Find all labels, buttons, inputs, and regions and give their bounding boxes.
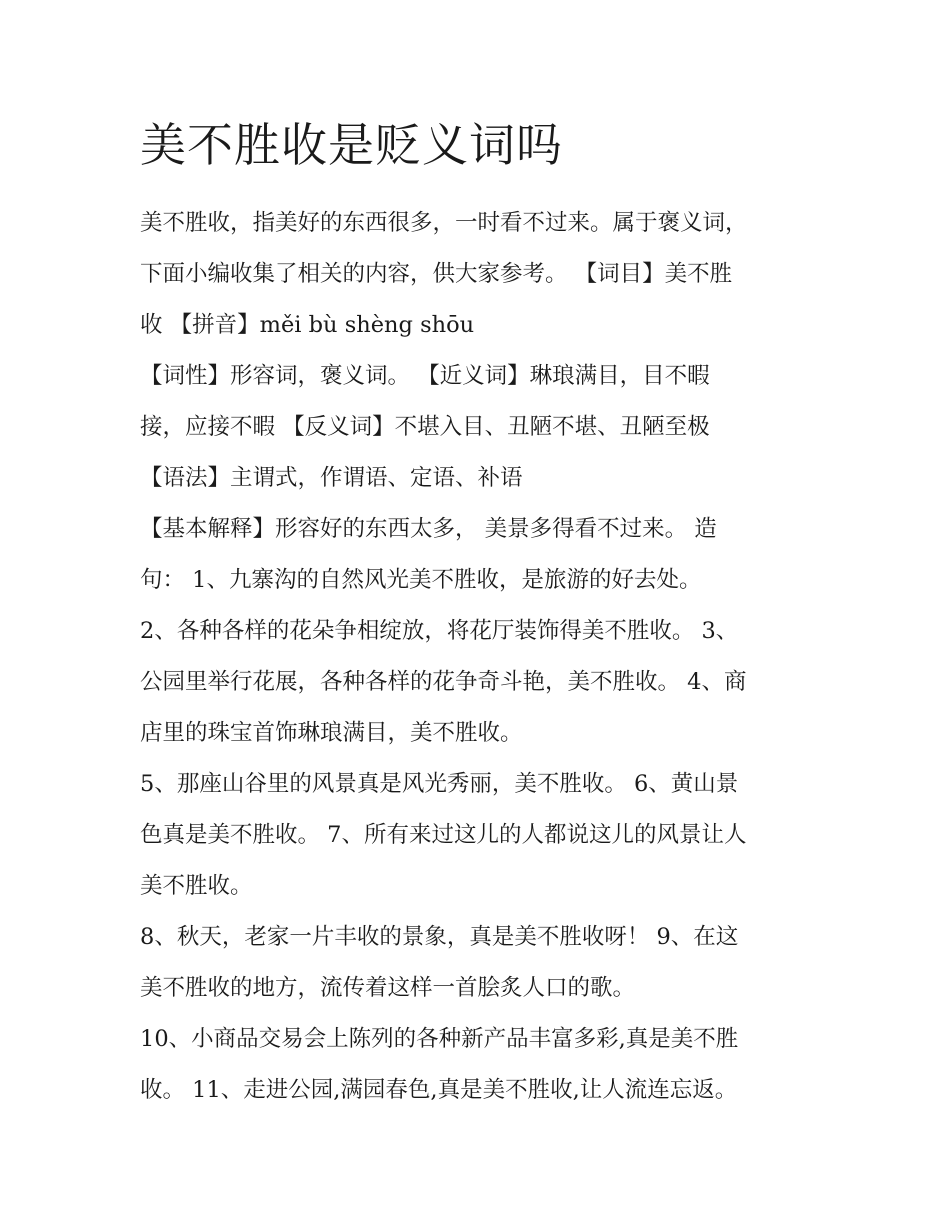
text-line: 【词性】形容词，褒义词。 【近义词】琳琅满目，目不暇 xyxy=(140,363,710,389)
text-line: 美不胜收。 xyxy=(140,873,253,899)
text-line: 10、小商品交易会上陈列的各种新产品丰富多彩,真是美不胜 xyxy=(140,1026,739,1052)
text-line: 色真是美不胜收。 7、所有来过这儿的人都说这儿的风景让人 xyxy=(140,822,747,848)
text-line: 2、各种各样的花朵争相绽放，将花厅装饰得美不胜收。 3、 xyxy=(140,618,739,644)
text-line: 下面小编收集了相关的内容，供大家参考。 【词目】美不胜 xyxy=(140,261,733,287)
text-line: 句： 1、九寨沟的自然风光美不胜收，是旅游的好去处。 xyxy=(140,567,702,593)
text-line: 【基本解释】形容好的东西太多， 美景多得看不过来。 造 xyxy=(140,516,717,542)
text-line: 美不胜收，指美好的东西很多，一时看不过来。属于褒义词， xyxy=(140,210,748,236)
text-line: 接，应接不暇 【反义词】不堪入目、丑陋不堪、丑陋至极 xyxy=(140,414,710,440)
text-line: 收 【拼音】měi bù shèng shōu xyxy=(140,312,475,338)
text-line: 5、那座山谷里的风景真是风光秀丽，美不胜收。 6、黄山景 xyxy=(140,771,739,797)
text-line: 收。 11、走进公园,满园春色,真是美不胜收,让人流连忘返。 xyxy=(140,1077,738,1103)
text-line: 公园里举行花展，各种各样的花争奇斗艳，美不胜收。 4、商 xyxy=(140,669,747,695)
document-page xyxy=(140,112,812,1116)
text-line: 【语法】主谓式，作谓语、定语、补语 xyxy=(140,465,523,491)
page-title: 美不胜收是贬义词吗 xyxy=(140,118,563,172)
text-line: 美不胜收的地方，流传着这样一首脍炙人口的歌。 xyxy=(140,975,636,1001)
text-line: 店里的珠宝首饰琳琅满目，美不胜收。 xyxy=(140,720,523,746)
text-line: 8、秋天，老家一片丰收的景象，真是美不胜收呀！ 9、在这 xyxy=(140,924,739,950)
